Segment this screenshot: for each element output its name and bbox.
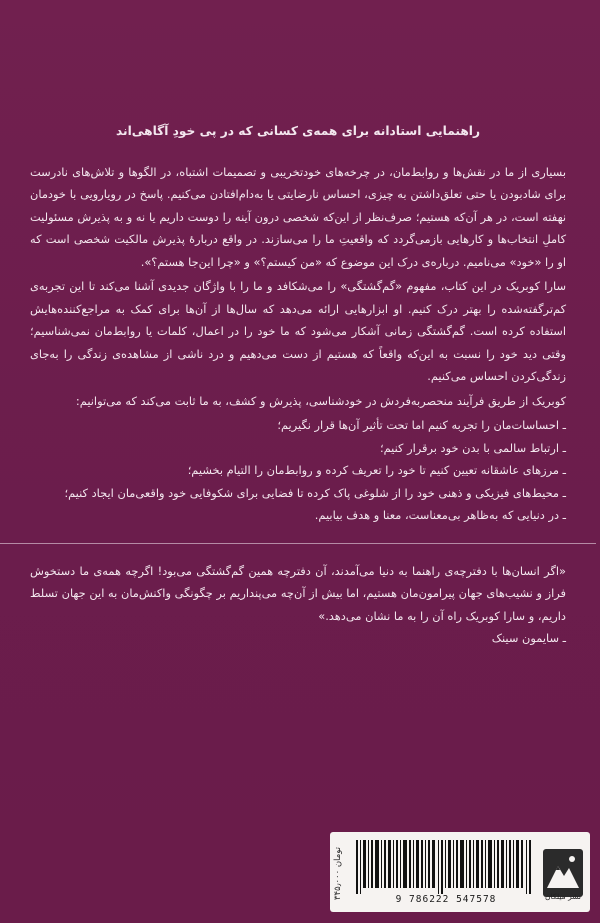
- list-item: ـ مرزهای عاشقانه تعیین کنیم تا خود را تعریف کرده و روابط‌مان را التیام بخشیم؛: [30, 459, 566, 482]
- quote-author: ـ سایمون سینک: [30, 627, 566, 650]
- publisher-name: نشر میلکان: [545, 892, 581, 901]
- paragraph: سارا کوبریک در این کتاب، مفهوم «گم‌گشتگی» را می‌شکافد و ما را با واژگان جدیدی آشنا می‌کند تا این تجربه‌ی کم‌ترگفته‌شده را بهتر درک کنیم. او ابزارهایی ارائه می‌دهد که سال‌ها از آن‌ها برای کمک به مراجع‌کننده‌هایش استفاده کرده است. گم‌گشتگی زمانی آشکار می‌شود که ما خود را در اعمال، کلمات یا روابط‌مان نمی‌شناسیم؛ وقتی دید خود را نسبت به این‌که واقعاً که هستیم از دست می‌دهیم و درد ناشی از مشاهده‌ی زندگی را به‌جای زندگی‌کردن احساس می‌کنیم.: [30, 279, 566, 383]
- endorsement-quote: «اگر انسان‌ها با دفترچه‌ی راهنما به دنیا می‌آمدند، آن دفترچه همین گم‌گشتگی می‌بود! اگرچه همه‌ی ما دستخوش فراز و نشیب‌های جهان پیرامون‌مان هستیم، اما بیش از آن‌چه می‌پنداریم بر چگونگی واکنش‌مان به این جهان تسلط داریم، و سارا کوبریک راه آن را به ما نشان می‌دهد.»: [30, 563, 566, 623]
- list-item: ـ در دنیایی که به‌ظاهر بی‌معناست، معنا و هدف بیابیم.: [30, 504, 566, 527]
- benefits-list: [30, 414, 566, 527]
- paragraph: بسیاری از ما در نقش‌ها و روابط‌مان، در چرخه‌های خودتخریبی و تصمیمات اشتباه، در الگوها و تلاش‌های نادرست برای شادبودن یا حتی تعلق‌داشتن به چیزی، احساس نارضایتی یا به‌دام‌افتادن می‌کنیم. پاسخ در رویارویی با خودمان نهفته است، در هر آن‌که هستیم؛ صرف‌نظر از این‌که شخصی درون آینه را دوست داریم یا نه و به پذیرش مسئولیت کاملِ انتخاب‌ها و کارهایی بازمی‌گردد که واقعیتِ ما را می‌سازند. در واقع دربارهٔ پذیرش مالکیت شخصی است که او را «خود» می‌نامیم. درباره‌ی درک این موضوع که «من کیستم؟» و «چرا این‌جا هستم؟».: [30, 164, 566, 269]
- list-item: ـ محیط‌های فیزیکی و ذهنی خود را از شلوغی پاک کرده تا فضایی برای شکوفایی خود واقعی‌مان ایجاد کنیم؛: [30, 482, 566, 505]
- divider: [0, 543, 596, 544]
- price-label: ۳۴۵٫۰۰۰ تومان: [333, 846, 343, 900]
- paragraph: کوبریک از طریق فرآیند منحصربه‌فردش در خودشناسی، پذیرش و کشف، به ما ثابت می‌کند که می‌توانیم:: [75, 393, 566, 408]
- cover-heading: راهنمایی استادانه برای همه‌ی کسانی که در پی خودِ آگاهی‌اند: [116, 124, 480, 138]
- list-item: ـ ارتباط سالمی با بدن خود برقرار کنیم؛: [30, 437, 566, 460]
- barcode-panel: [330, 832, 590, 912]
- isbn-number: 9 786222 547578: [395, 894, 497, 905]
- barcode-icon: [356, 840, 536, 894]
- list-item: ـ احساسات‌مان را تجربه کنیم اما تحت تأثیر آن‌ها قرار نگیریم؛: [30, 414, 566, 437]
- back-cover-text: [30, 120, 566, 650]
